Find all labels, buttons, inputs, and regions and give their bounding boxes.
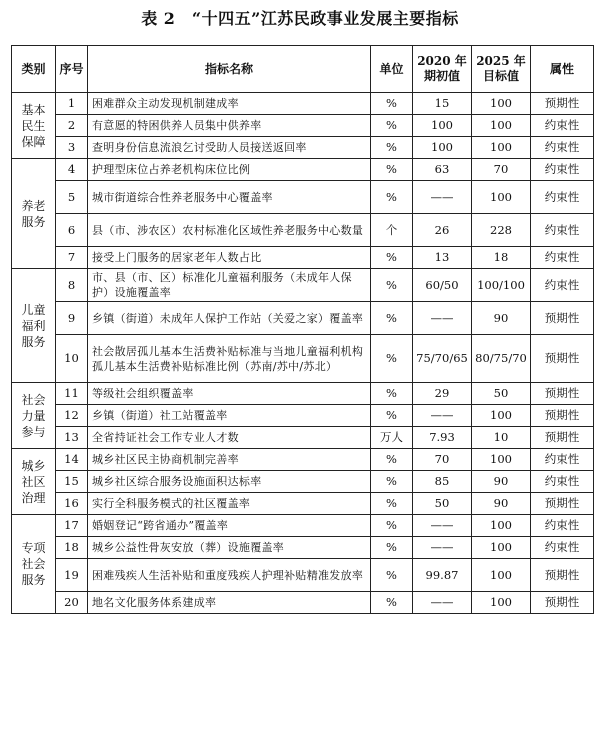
target-value: 100 [472, 559, 531, 592]
table-row [12, 159, 594, 181]
target-value: 100 [472, 181, 531, 214]
base-value: 29 [413, 383, 472, 405]
category-cell [12, 383, 56, 449]
target-value: 100 [472, 537, 531, 559]
category-label: 养老服务 [21, 198, 46, 229]
row-number: 11 [56, 383, 88, 405]
indicator-name: 城乡社区民主协商机制完善率 [88, 449, 371, 471]
indicator-name: 市、县（市、区）标准化儿童福利服务（未成年人保护）设施覆盖率 [88, 269, 371, 302]
target-value: 90 [472, 493, 531, 515]
target-value: 100 [472, 449, 531, 471]
row-number: 9 [56, 302, 88, 335]
indicator-name: 实行全科服务模式的社区覆盖率 [88, 493, 371, 515]
target-value: 100/100 [472, 269, 531, 302]
base-value: —— [413, 405, 472, 427]
row-number: 6 [56, 214, 88, 247]
base-value: —— [413, 181, 472, 214]
header-no: 序号 [56, 46, 88, 93]
table-row [12, 449, 594, 471]
row-number: 17 [56, 515, 88, 537]
attribute-cell: 约束性 [531, 515, 594, 537]
base-value: 85 [413, 471, 472, 493]
table-row [12, 515, 594, 537]
row-number: 10 [56, 335, 88, 383]
base-value: 26 [413, 214, 472, 247]
target-value: 50 [472, 383, 531, 405]
category-label: 社会力量参与 [21, 392, 46, 439]
row-number: 19 [56, 559, 88, 592]
attribute-cell: 预期性 [531, 493, 594, 515]
header-attr: 属性 [531, 46, 594, 93]
base-value: 100 [413, 115, 472, 137]
target-value: 70 [472, 159, 531, 181]
target-value: 10 [472, 427, 531, 449]
category-label: 儿童福利服务 [21, 302, 46, 349]
row-number: 15 [56, 471, 88, 493]
unit-cell: % [371, 302, 413, 335]
indicator-name: 社会散居孤儿基本生活费补贴标准与当地儿童福利机构孤儿基本生活费补贴标准比例（苏南/苏中/苏北） [88, 335, 371, 383]
attribute-cell: 约束性 [531, 471, 594, 493]
table-row [12, 335, 594, 383]
unit-cell: 个 [371, 214, 413, 247]
unit-cell: % [371, 181, 413, 214]
attribute-cell: 约束性 [531, 137, 594, 159]
row-number: 8 [56, 269, 88, 302]
table-row [12, 214, 594, 247]
unit-cell: % [371, 383, 413, 405]
unit-cell: % [371, 515, 413, 537]
base-value: 100 [413, 137, 472, 159]
target-value: 18 [472, 247, 531, 269]
target-value: 100 [472, 592, 531, 614]
attribute-cell: 约束性 [531, 247, 594, 269]
category-label: 城乡社区治理 [21, 458, 46, 505]
target-value: 100 [472, 115, 531, 137]
indicator-name: 地名文化服务体系建成率 [88, 592, 371, 614]
category-label: 专项社会服务 [21, 541, 46, 587]
target-value: 80/75/70 [472, 335, 531, 383]
row-number: 4 [56, 159, 88, 181]
table-row [12, 137, 594, 159]
unit-cell: % [371, 405, 413, 427]
indicator-name: 护理型床位占养老机构床位比例 [88, 159, 371, 181]
row-number: 1 [56, 93, 88, 115]
indicator-name: 困难群众主动发现机制建成率 [88, 93, 371, 115]
base-value: —— [413, 515, 472, 537]
unit-cell: % [371, 115, 413, 137]
unit-cell: % [371, 471, 413, 493]
attribute-cell: 约束性 [531, 159, 594, 181]
indicator-name: 查明身份信息流浪乞讨受助人员接送返回率 [88, 137, 371, 159]
category-cell [12, 515, 56, 614]
attribute-cell: 约束性 [531, 269, 594, 302]
unit-cell: % [371, 247, 413, 269]
unit-cell: % [371, 335, 413, 383]
header-base: 2020 年期初值 [413, 46, 472, 93]
unit-cell: % [371, 449, 413, 471]
table-row [12, 93, 594, 115]
header-name: 指标名称 [88, 46, 371, 93]
table-row [12, 493, 594, 515]
attribute-cell: 约束性 [531, 214, 594, 247]
header-unit: 单位 [371, 46, 413, 93]
indicator-name: 乡镇（街道）社工站覆盖率 [88, 405, 371, 427]
indicator-name: 等级社会组织覆盖率 [88, 383, 371, 405]
indicator-name: 婚姻登记“跨省通办”覆盖率 [88, 515, 371, 537]
table-row [12, 427, 594, 449]
row-number: 16 [56, 493, 88, 515]
indicator-name: 接受上门服务的居家老年人数占比 [88, 247, 371, 269]
base-value: 7.93 [413, 427, 472, 449]
unit-cell: % [371, 537, 413, 559]
row-number: 13 [56, 427, 88, 449]
attribute-cell: 预期性 [531, 405, 594, 427]
table-title: 表 2 “十四五”江苏民政事业发展主要指标 [141, 9, 459, 28]
attribute-cell: 预期性 [531, 592, 594, 614]
indicator-name: 城乡社区综合服务设施面积达标率 [88, 471, 371, 493]
indicator-name: 城乡公益性骨灰安放（葬）设施覆盖率 [88, 537, 371, 559]
attribute-cell: 约束性 [531, 537, 594, 559]
category-cell [12, 159, 56, 269]
row-number: 14 [56, 449, 88, 471]
table-row [12, 592, 594, 614]
table-row [12, 471, 594, 493]
indicator-name: 有意愿的特困供养人员集中供养率 [88, 115, 371, 137]
attribute-cell: 约束性 [531, 115, 594, 137]
header-category: 类别 [12, 46, 56, 93]
target-value: 228 [472, 214, 531, 247]
base-value: —— [413, 537, 472, 559]
unit-cell: % [371, 159, 413, 181]
table-row [12, 537, 594, 559]
indicator-name: 困难残疾人生活补贴和重度残疾人护理补贴精准发放率 [88, 559, 371, 592]
table-row [12, 405, 594, 427]
row-number: 7 [56, 247, 88, 269]
row-number: 2 [56, 115, 88, 137]
base-value: 63 [413, 159, 472, 181]
category-cell [12, 93, 56, 159]
base-value: 99.87 [413, 559, 472, 592]
unit-cell: % [371, 269, 413, 302]
attribute-cell: 约束性 [531, 449, 594, 471]
target-value: 90 [472, 302, 531, 335]
base-value: —— [413, 592, 472, 614]
base-value: 13 [413, 247, 472, 269]
row-number: 12 [56, 405, 88, 427]
attribute-cell: 预期性 [531, 335, 594, 383]
indicator-name: 全省持证社会工作专业人才数 [88, 427, 371, 449]
indicator-name: 乡镇（街道）未成年人保护工作站（关爱之家）覆盖率 [88, 302, 371, 335]
category-cell [12, 269, 56, 383]
indicator-name: 县（市、涉农区）农村标准化区域性养老服务中心数量 [88, 214, 371, 247]
row-number: 20 [56, 592, 88, 614]
indicators-table [11, 45, 594, 614]
table-row [12, 269, 594, 302]
indicator-name: 城市街道综合性养老服务中心覆盖率 [88, 181, 371, 214]
table-row [12, 115, 594, 137]
table-body [12, 93, 594, 614]
unit-cell: % [371, 137, 413, 159]
unit-cell: % [371, 592, 413, 614]
table-row [12, 302, 594, 335]
attribute-cell: 预期性 [531, 427, 594, 449]
header-row [12, 46, 594, 93]
base-value: 60/50 [413, 269, 472, 302]
unit-cell: 万人 [371, 427, 413, 449]
unit-cell: % [371, 493, 413, 515]
table-row [12, 247, 594, 269]
target-value: 100 [472, 405, 531, 427]
base-value: 50 [413, 493, 472, 515]
table-row [12, 559, 594, 592]
table-row [12, 383, 594, 405]
attribute-cell: 预期性 [531, 559, 594, 592]
base-value: —— [413, 302, 472, 335]
base-value: 75/70/65 [413, 335, 472, 383]
target-value: 90 [472, 471, 531, 493]
attribute-cell: 约束性 [531, 181, 594, 214]
table-row [12, 181, 594, 214]
attribute-cell: 预期性 [531, 302, 594, 335]
category-label: 基本民生保障 [21, 102, 46, 149]
row-number: 5 [56, 181, 88, 214]
attribute-cell: 预期性 [531, 383, 594, 405]
base-value: 70 [413, 449, 472, 471]
unit-cell: % [371, 559, 413, 592]
target-value: 100 [472, 93, 531, 115]
attribute-cell: 预期性 [531, 93, 594, 115]
header-target: 2025 年目标值 [472, 46, 531, 93]
target-value: 100 [472, 137, 531, 159]
target-value: 100 [472, 515, 531, 537]
base-value: 15 [413, 93, 472, 115]
row-number: 3 [56, 137, 88, 159]
row-number: 18 [56, 537, 88, 559]
category-cell [12, 449, 56, 515]
unit-cell: % [371, 93, 413, 115]
